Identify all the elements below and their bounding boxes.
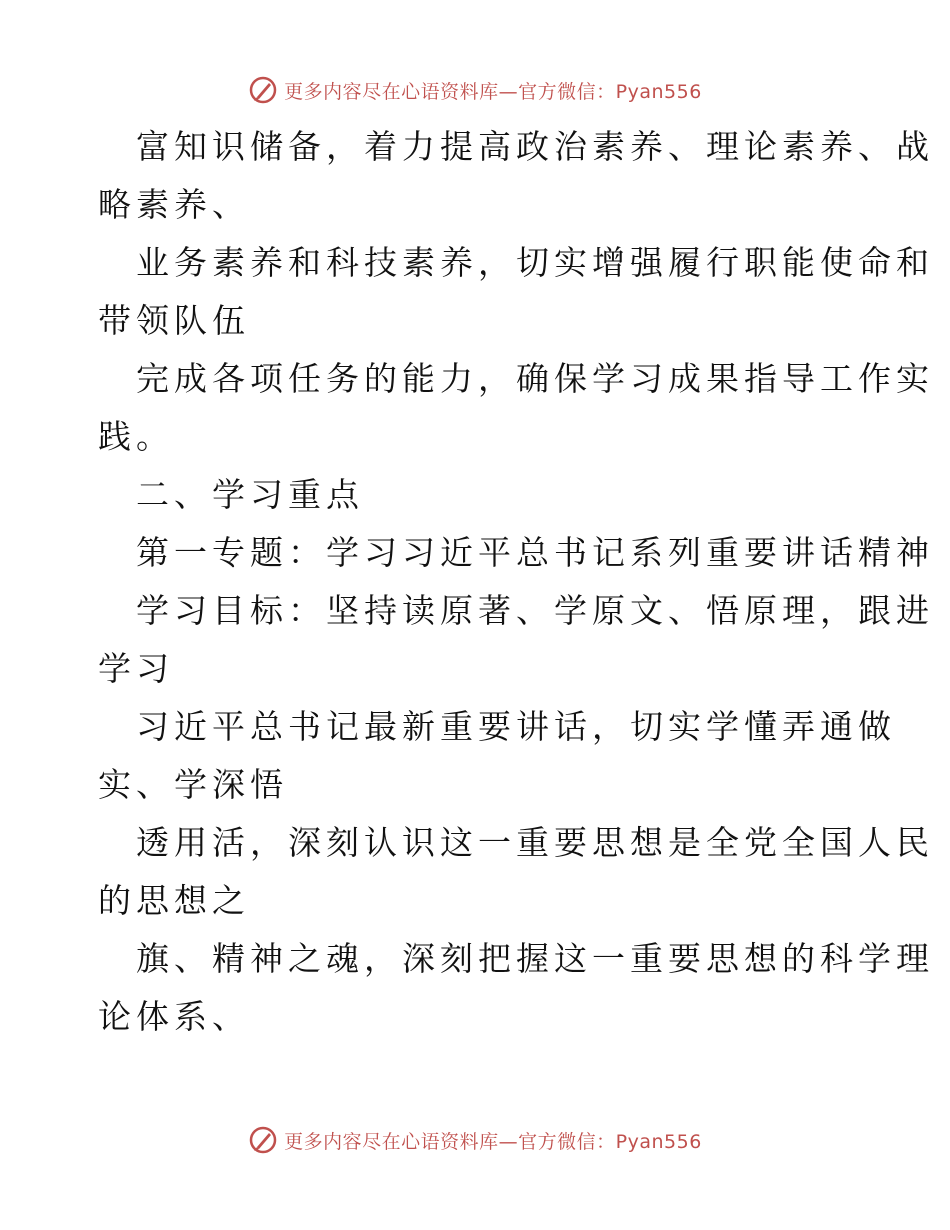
text-line: 带领队伍 — [98, 301, 250, 340]
watermark-text: 更多内容尽在心语资料库—官方微信：Pyan556 — [284, 80, 702, 103]
section-heading: 二、学习重点 — [136, 475, 364, 514]
footer-watermark — [0, 1120, 950, 1160]
text-line: 旗、精神之魂，深刻把握这一重要思想的科学理 — [136, 939, 934, 978]
text-line: 践。 — [98, 417, 174, 456]
text-line: 习近平总书记最新重要讲话，切实学懂弄通做 — [136, 707, 896, 746]
text-line: 实、学深悟 — [98, 765, 288, 804]
text-line: 略素养、 — [98, 185, 250, 224]
watermark-text: 更多内容尽在心语资料库—官方微信：Pyan556 — [284, 1130, 702, 1153]
text-line: 富知识储备，着力提高政治素养、理论素养、战 — [136, 127, 934, 166]
text-line: 业务素养和科技素养，切实增强履行职能使命和 — [136, 243, 934, 282]
text-line: 的思想之 — [98, 881, 250, 920]
text-line: 透用活，深刻认识这一重要思想是全党全国人民 — [136, 823, 934, 862]
text-line: 学习目标：坚持读原著、学原文、悟原理，跟进 — [136, 591, 934, 630]
text-line: 完成各项任务的能力，确保学习成果指导工作实 — [136, 359, 934, 398]
header-watermark — [0, 70, 950, 110]
pen-circle-icon — [248, 75, 278, 105]
text-line: 学习 — [98, 649, 174, 688]
pen-circle-icon — [248, 1125, 278, 1155]
topic-heading: 第一专题：学习习近平总书记系列重要讲话精神 — [136, 533, 934, 572]
text-line: 论体系、 — [98, 997, 250, 1036]
